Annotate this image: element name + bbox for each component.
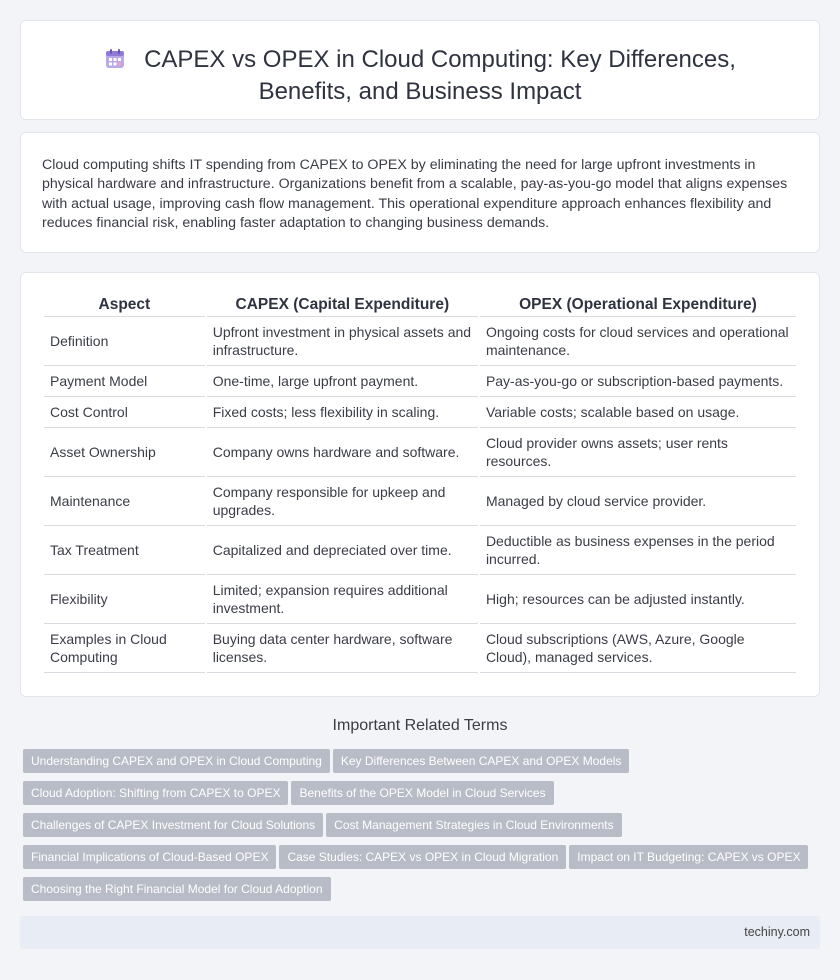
row-opex: Variable costs; scalable based on usage. [480, 397, 796, 428]
header-aspect: Aspect [44, 295, 205, 317]
page-title-wrap [61, 45, 779, 106]
row-aspect: Flexibility [44, 575, 205, 624]
table-row [44, 477, 796, 526]
row-capex: Capitalized and depreciated over time. [207, 526, 478, 575]
row-opex: Pay-as-you-go or subscription-based payments. [480, 366, 796, 397]
table-row [44, 624, 796, 673]
row-aspect: Tax Treatment [44, 526, 205, 575]
row-opex: Deductible as business expenses in the period incurred. [480, 526, 796, 575]
comparison-card [20, 272, 820, 697]
related-terms-heading: Important Related Terms [332, 717, 508, 734]
related-tag[interactable]: Cloud Adoption: Shifting from CAPEX to OPEX [23, 781, 288, 805]
row-opex: Ongoing costs for cloud services and operational maintenance. [480, 317, 796, 366]
row-capex: Buying data center hardware, software licenses. [207, 624, 478, 673]
related-tag[interactable]: Financial Implications of Cloud-Based OPEX [23, 845, 276, 869]
related-tag[interactable]: Challenges of CAPEX Investment for Cloud Solutions [23, 813, 323, 837]
table-row [44, 366, 796, 397]
related-tag[interactable]: Case Studies: CAPEX vs OPEX in Cloud Migration [279, 845, 566, 869]
tag-row [23, 781, 557, 805]
row-capex: Company owns hardware and software. [207, 428, 478, 477]
related-tag[interactable]: Key Differences Between CAPEX and OPEX Models [333, 749, 630, 773]
tag-row [23, 813, 625, 837]
row-opex: High; resources can be adjusted instantly. [480, 575, 796, 624]
calendar-icon [104, 48, 126, 77]
intro-card [20, 132, 820, 253]
row-capex: Limited; expansion requires additional investment. [207, 575, 478, 624]
footer [20, 916, 820, 949]
row-aspect: Payment Model [44, 366, 205, 397]
intro-paragraph: Cloud computing shifts IT spending from CAPEX to OPEX by eliminating the need for large upfront investments in physical hardware and infrastructure. Organizations benefit from a scalable, pay-as-you-go model that aligns expenses with actual usage, improving cash flow management. This operational expenditure approach enhances flexibility and reduces financial risk, enabling faster adaptation to changing business demands. [42, 157, 788, 232]
table-row [44, 397, 796, 428]
related-tag[interactable]: Benefits of the OPEX Model in Cloud Services [291, 781, 553, 805]
table-row [44, 575, 796, 624]
header-opex: OPEX (Operational Expenditure) [480, 295, 796, 317]
table-row [44, 317, 796, 366]
tag-row [23, 877, 334, 901]
row-aspect: Asset Ownership [44, 428, 205, 477]
table-row [44, 526, 796, 575]
table-row [44, 428, 796, 477]
row-capex: Upfront investment in physical assets and infrastructure. [207, 317, 478, 366]
row-opex: Managed by cloud service provider. [480, 477, 796, 526]
row-opex: Cloud subscriptions (AWS, Azure, Google Cloud), managed services. [480, 624, 796, 673]
row-capex: One-time, large upfront payment. [207, 366, 478, 397]
related-tag[interactable]: Impact on IT Budgeting: CAPEX vs OPEX [569, 845, 808, 869]
page-title: CAPEX vs OPEX in Cloud Computing: Key Differences, Benefits, and Business Impact [144, 46, 736, 105]
related-tag[interactable]: Understanding CAPEX and OPEX in Cloud Computing [23, 749, 330, 773]
title-card [20, 20, 820, 120]
footer-site[interactable]: techiny.com [744, 925, 810, 939]
row-aspect: Examples in Cloud Computing [44, 624, 205, 673]
related-tag[interactable]: Choosing the Right Financial Model for Cloud Adoption [23, 877, 331, 901]
row-aspect: Definition [44, 317, 205, 366]
row-capex: Fixed costs; less flexibility in scaling. [207, 397, 478, 428]
related-tag[interactable]: Cost Management Strategies in Cloud Environments [326, 813, 621, 837]
tag-row [23, 845, 811, 869]
row-aspect: Cost Control [44, 397, 205, 428]
row-capex: Company responsible for upkeep and upgrades. [207, 477, 478, 526]
header-capex: CAPEX (Capital Expenditure) [207, 295, 478, 317]
comparison-table [42, 295, 798, 673]
row-opex: Cloud provider owns assets; user rents resources. [480, 428, 796, 477]
tag-row [23, 749, 632, 773]
row-aspect: Maintenance [44, 477, 205, 526]
